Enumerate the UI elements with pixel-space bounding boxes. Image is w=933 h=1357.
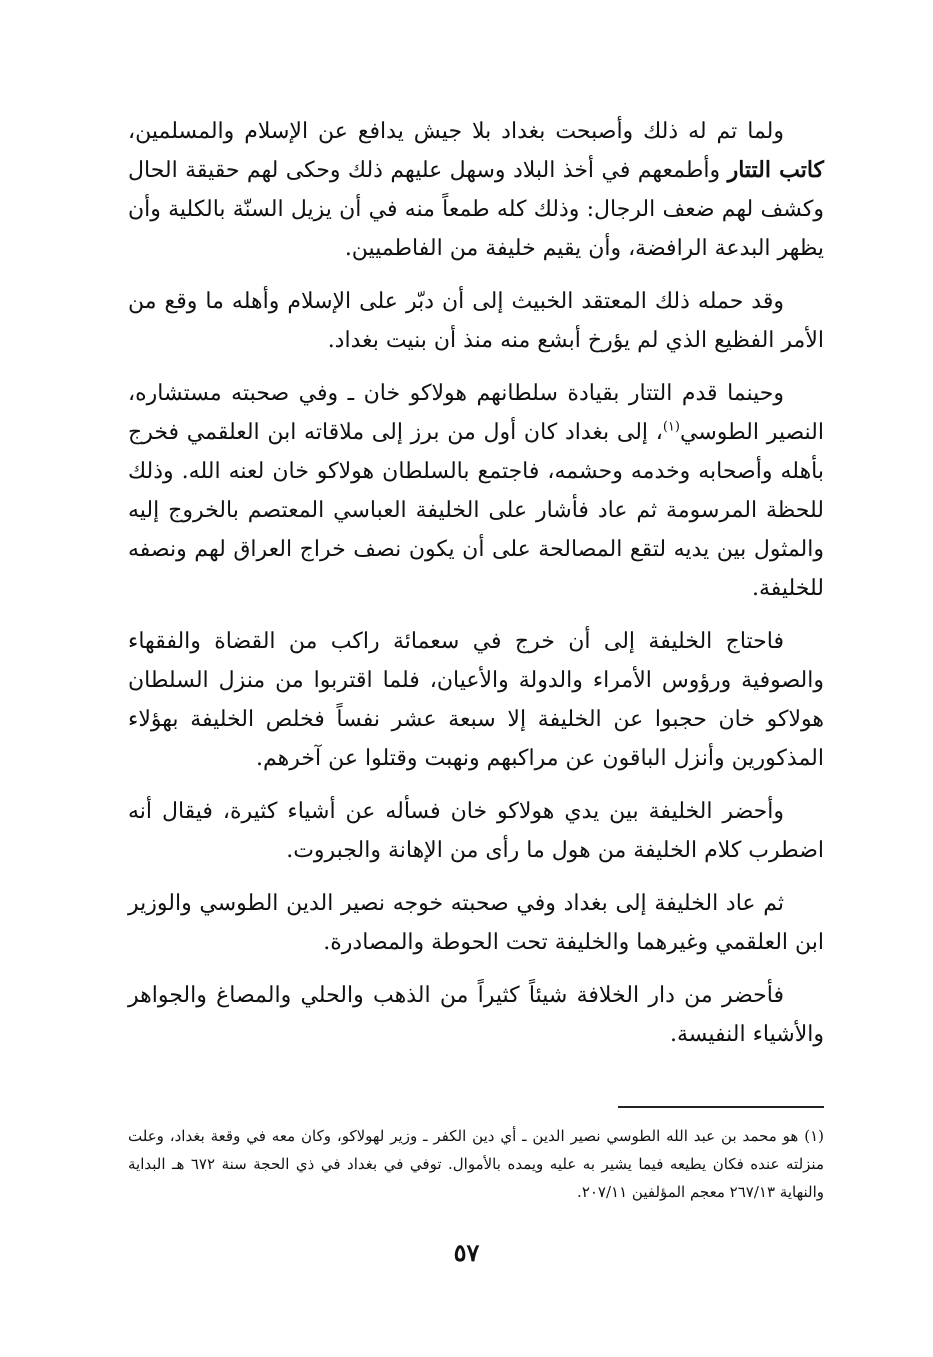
paragraph-2: وقد حمله ذلك المعتقد الخبيث إلى أن دبّر على الإسلام وأهله ما وقع من الأمر الفظيع الذي لم يؤرخ أبشع منه منذ أن بنيت بغداد. [128, 289, 824, 353]
footnote-divider [618, 1106, 824, 1108]
paragraph-1-before: ولما تم له ذلك وأصبحت بغداد بلا جيش يدافع عن الإسلام والمسلمين، [128, 119, 784, 144]
paragraph-3 [128, 374, 824, 608]
paragraph-6: ثم عاد الخليفة إلى بغداد وفي صحبته خوجه نصير الدين الطوسي والوزير ابن العلقمي وغيرهما والخليفة تحت الحوطة والمصادرة. [128, 891, 824, 955]
paragraph-7: فأحضر من دار الخلافة شيئاً كثيراً من الذهب والحلي والمصاغ والجواهر والأشياء النفيسة. [128, 983, 824, 1047]
footnote: (١) هو محمد بن عبد الله الطوسي نصير الدين ـ أي دين الكفر ـ وزير لهولاكو، وكان معه في وقعة بغداد، وعلت منزلته عنده فكان يطيعه فيما يشير به عليه ويمده بالأموال. توفي في بغداد في ذي الحجة سنة ٦٧٢ هـ البداية والنهاية ٢٦٧/١٣ معجم المؤلفين ٢٠٧/١١. [128, 1127, 824, 1201]
paragraph-1-after: وأطمعهم في أخذ البلاد وسهل عليهم ذلك وحكى لهم حقيقة الحال وكشف لهم ضعف الرجال: وذلك كله طمعاً منه في أن يزيل السنّة بالكلية وأن يظهر البدعة الرافضة، وأن يقيم خليفة من الفاطميين. [128, 158, 824, 261]
page-number: ٥٧ [453, 1238, 480, 1267]
footnote-reference[interactable]: (١) [662, 419, 680, 435]
main-text [128, 112, 824, 1068]
paragraph-1-bold: كاتب التتار [727, 157, 825, 183]
paragraph-3-after: ، إلى بغداد كان أول من برز إلى ملاقاته ابن العلقمي فخرج بأهله وأصحابه وخدمه وحشمه، فاجتمع بالسلطان هولاكو خان لعنه الله. وذلك للحظة المرسومة ثم عاد فأشار على الخليفة العباسي المعتصم بالخروج إليه والمثول بين يديه لتقع المصالحة على أن يكون نصف خراج العراق لهم ونصفه للخليفة. [128, 420, 824, 601]
paragraph-4: فاحتاج الخليفة إلى أن خرج في سعمائة راكب من القضاة والفقهاء والصوفية ورؤوس الأمراء والدولة والأعيان، فلما اقتربوا من منزل السلطان هولاكو خان حجبوا عن الخليفة إلا سبعة عشر نفساً فخلص الخليفة بهؤلاء المذكورين وأنزل الباقون عن مراكبهم ونهبت وقتلوا عن آخرهم. [128, 629, 824, 771]
paragraph-1 [128, 112, 824, 268]
paragraph-3-before: وحينما قدم التتار بقيادة سلطانهم هولاكو خان ـ وفي صحبته مستشاره، النصير الطوسي [128, 381, 824, 445]
paragraph-5: وأحضر الخليفة بين يدي هولاكو خان فسأله عن أشياء كثيرة، فيقال أنه اضطرب كلام الخليفة من هول ما رأى من الإهانة والجبروت. [128, 799, 824, 863]
